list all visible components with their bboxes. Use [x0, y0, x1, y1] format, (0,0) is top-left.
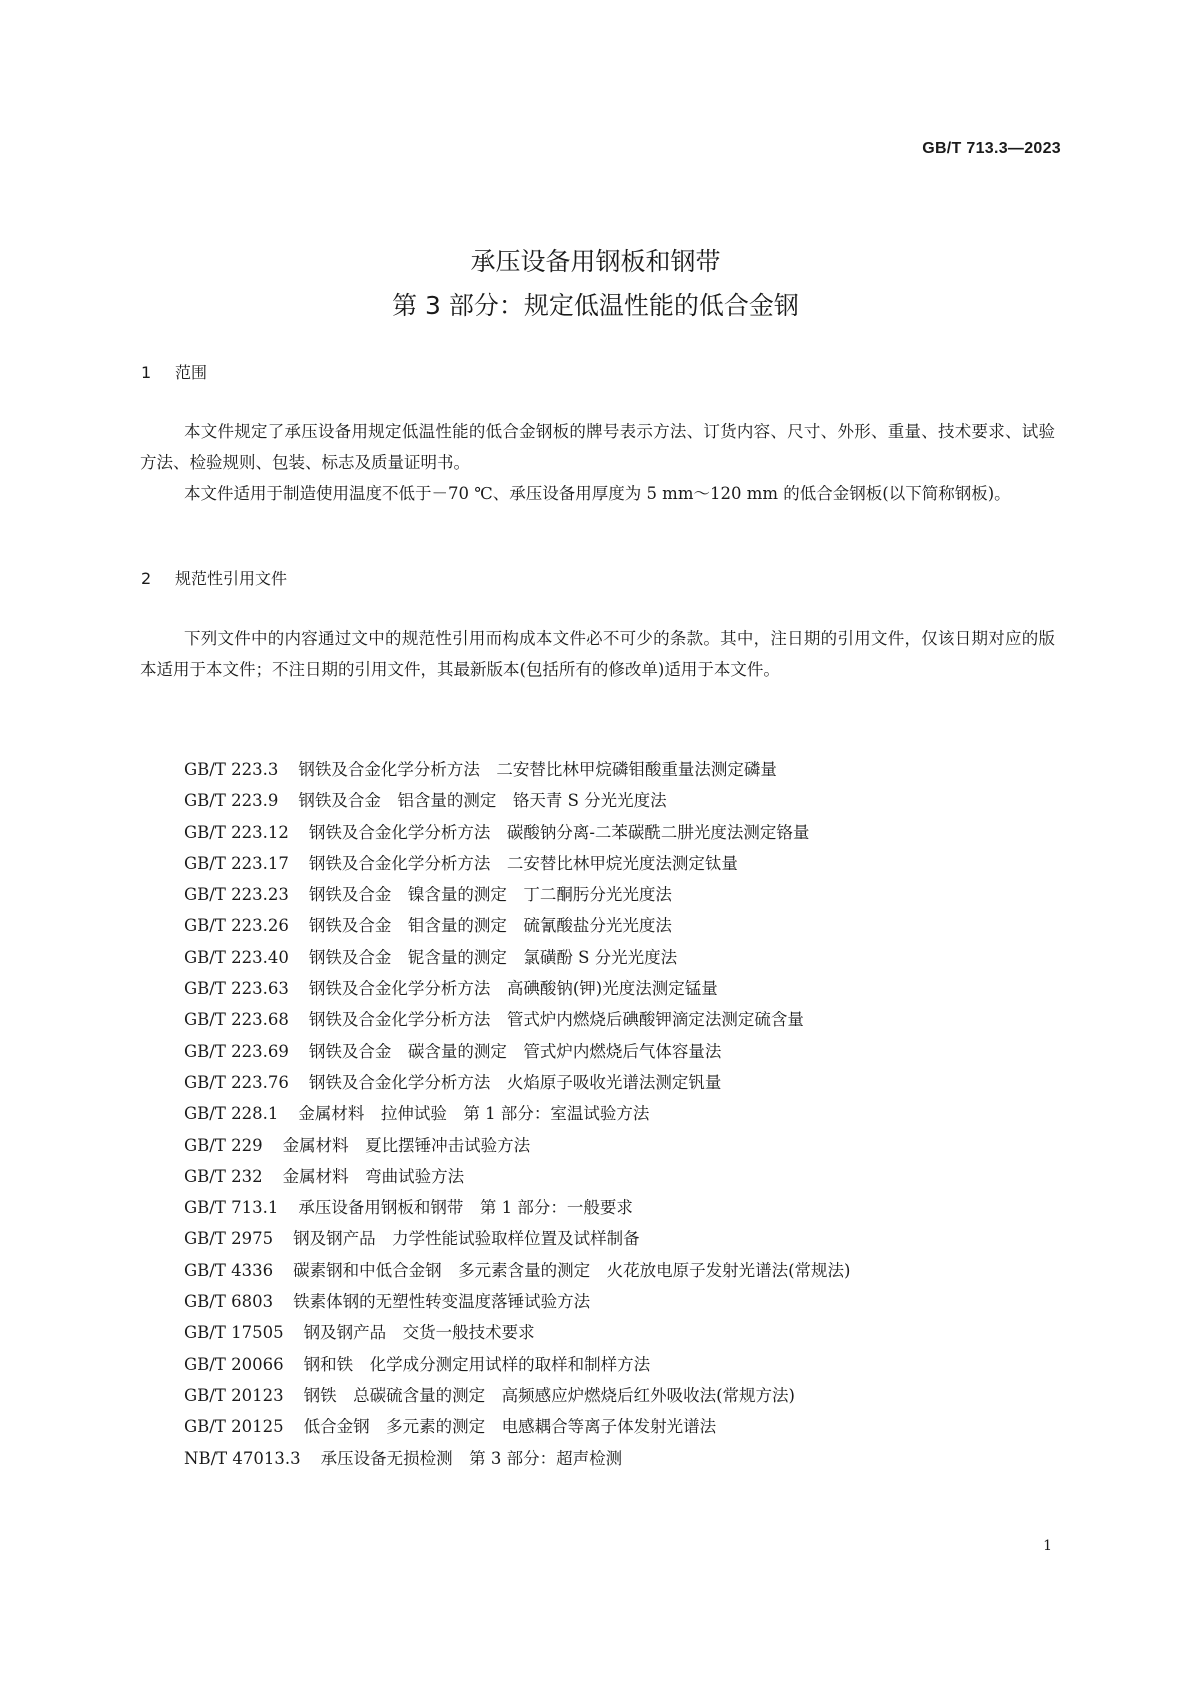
section-2-heading	[141, 566, 287, 589]
reference-code: GB/T 20066	[184, 1354, 284, 1374]
reference-code: GB/T 223.76	[184, 1072, 289, 1092]
reference-title: 钢铁及合金 碳含量的测定 管式炉内燃烧后气体容量法	[308, 1041, 722, 1061]
reference-code: GB/T 223.69	[184, 1041, 289, 1061]
reference-item	[184, 1286, 850, 1317]
section-number: 1	[141, 363, 152, 382]
reference-item	[184, 1223, 850, 1254]
reference-code: GB/T 228.1	[184, 1104, 279, 1124]
reference-code: GB/T 223.12	[184, 822, 289, 842]
reference-item	[184, 1349, 850, 1380]
section-number: 2	[141, 569, 152, 588]
reference-title: 钢及钢产品 交货一般技术要求	[303, 1323, 535, 1343]
reference-title: 铁素体钢的无塑性转变温度落锤试验方法	[293, 1292, 591, 1312]
reference-item	[184, 910, 850, 941]
reference-item	[184, 1411, 850, 1442]
reference-title: 钢铁及合金化学分析方法 二安替比林甲烷光度法测定钛量	[308, 853, 738, 873]
page-number: 1	[1043, 1538, 1052, 1554]
normative-references-list	[184, 754, 850, 1474]
reference-code: GB/T 223.17	[184, 853, 289, 873]
reference-title: 钢铁及合金 镍含量的测定 丁二酮肟分光光度法	[308, 885, 672, 905]
reference-title: 钢铁及合金 铝含量的测定 铬天青 S 分光光度法	[298, 791, 667, 811]
reference-title: 钢铁及合金 钼含量的测定 硫氰酸盐分光光度法	[308, 916, 672, 936]
reference-code: GB/T 223.63	[184, 979, 289, 999]
scope-paragraph-1: 本文件规定了承压设备用规定低温性能的低合金钢板的牌号表示方法、订货内容、尺寸、外形、重量、技术要求、试验方法、检验规则、包装、标志及质量证明书。	[140, 422, 1055, 472]
reference-item	[184, 1067, 850, 1098]
reference-title: 钢铁及合金化学分析方法 高碘酸钠(钾)光度法测定锰量	[308, 979, 718, 999]
reference-title: 钢铁 总碳硫含量的测定 高频感应炉燃烧后红外吸收法(常规方法)	[303, 1385, 795, 1405]
reference-code: NB/T 47013.3	[184, 1448, 301, 1468]
reference-code: GB/T 223.68	[184, 1010, 289, 1030]
reference-code: GB/T 20123	[184, 1385, 284, 1405]
document-title	[0, 240, 1191, 328]
reference-title: 承压设备用钢板和钢带 第 1 部分：一般要求	[298, 1198, 633, 1218]
scope-paragraph-2: 本文件适用于制造使用温度不低于－70 ℃、承压设备用厚度为 5 mm～120 mm 的低合金钢板(以下简称钢板)。	[184, 484, 1011, 503]
reference-item	[184, 1192, 850, 1223]
references-intro-paragraph: 下列文件中的内容通过文中的规范性引用而构成本文件必不可少的条款。其中，注日期的引用文件，仅该日期对应的版本适用于本文件；不注日期的引用文件，其最新版本(包括所有的修改单)适用于本文件。	[140, 629, 1055, 679]
reference-item	[184, 1255, 850, 1286]
reference-code: GB/T 223.26	[184, 916, 289, 936]
reference-title: 承压设备无损检测 第 3 部分：超声检测	[320, 1448, 623, 1468]
reference-title: 金属材料 弯曲试验方法	[282, 1166, 465, 1186]
title-line-1: 承压设备用钢板和钢带	[470, 247, 721, 276]
reference-code: GB/T 229	[184, 1135, 263, 1155]
reference-code: GB/T 6803	[184, 1292, 274, 1312]
reference-title: 钢铁及合金化学分析方法 火焰原子吸收光谱法测定钒量	[308, 1072, 722, 1092]
standard-code: GB/T 713.3—2023	[922, 140, 1061, 157]
reference-title: 碳素钢和中低合金钢 多元素含量的测定 火花放电原子发射光谱法(常规法)	[293, 1260, 851, 1280]
reference-title: 金属材料 拉伸试验 第 1 部分：室温试验方法	[298, 1104, 650, 1124]
section-title: 范围	[175, 363, 208, 382]
reference-item	[184, 754, 850, 785]
reference-code: GB/T 223.3	[184, 760, 279, 779]
section-title: 规范性引用文件	[175, 569, 288, 588]
reference-title: 钢和铁 化学成分测定用试样的取样和制样方法	[303, 1354, 651, 1374]
reference-code: GB/T 223.9	[184, 791, 279, 811]
reference-title: 低合金钢 多元素的测定 电感耦合等离子体发射光谱法	[303, 1417, 717, 1437]
reference-title: 金属材料 夏比摆锤冲击试验方法	[282, 1135, 531, 1155]
reference-code: GB/T 713.1	[184, 1198, 279, 1218]
reference-item	[184, 1098, 850, 1129]
reference-item	[184, 1130, 850, 1161]
reference-code: GB/T 232	[184, 1166, 263, 1186]
reference-item	[184, 785, 850, 816]
title-line-2: 第 3 部分：规定低温性能的低合金钢	[392, 291, 799, 320]
reference-item	[184, 942, 850, 973]
reference-code: GB/T 17505	[184, 1323, 284, 1343]
reference-item	[184, 1004, 850, 1035]
reference-title: 钢及钢产品 力学性能试验取样位置及试样制备	[293, 1229, 640, 1249]
reference-item	[184, 848, 850, 879]
reference-item	[184, 1443, 850, 1474]
reference-item	[184, 1036, 850, 1067]
reference-item	[184, 1380, 850, 1411]
reference-title: 钢铁及合金 铌含量的测定 氯磺酚 S 分光光度法	[308, 947, 678, 967]
reference-title: 钢铁及合金化学分析方法 二安替比林甲烷磷钼酸重量法测定磷量	[298, 760, 777, 779]
reference-item	[184, 879, 850, 910]
reference-code: GB/T 223.23	[184, 885, 289, 905]
reference-title: 钢铁及合金化学分析方法 管式炉内燃烧后碘酸钾滴定法测定硫含量	[308, 1010, 804, 1030]
reference-title: 钢铁及合金化学分析方法 碳酸钠分离-二苯碳酰二肼光度法测定铬量	[308, 822, 810, 842]
reference-item	[184, 973, 850, 1004]
reference-code: GB/T 20125	[184, 1417, 284, 1437]
reference-code: GB/T 4336	[184, 1260, 274, 1280]
section-1-heading	[141, 360, 207, 383]
reference-item	[184, 1317, 850, 1348]
reference-code: GB/T 2975	[184, 1229, 274, 1249]
reference-item	[184, 817, 850, 848]
reference-code: GB/T 223.40	[184, 947, 289, 967]
reference-item	[184, 1161, 850, 1192]
